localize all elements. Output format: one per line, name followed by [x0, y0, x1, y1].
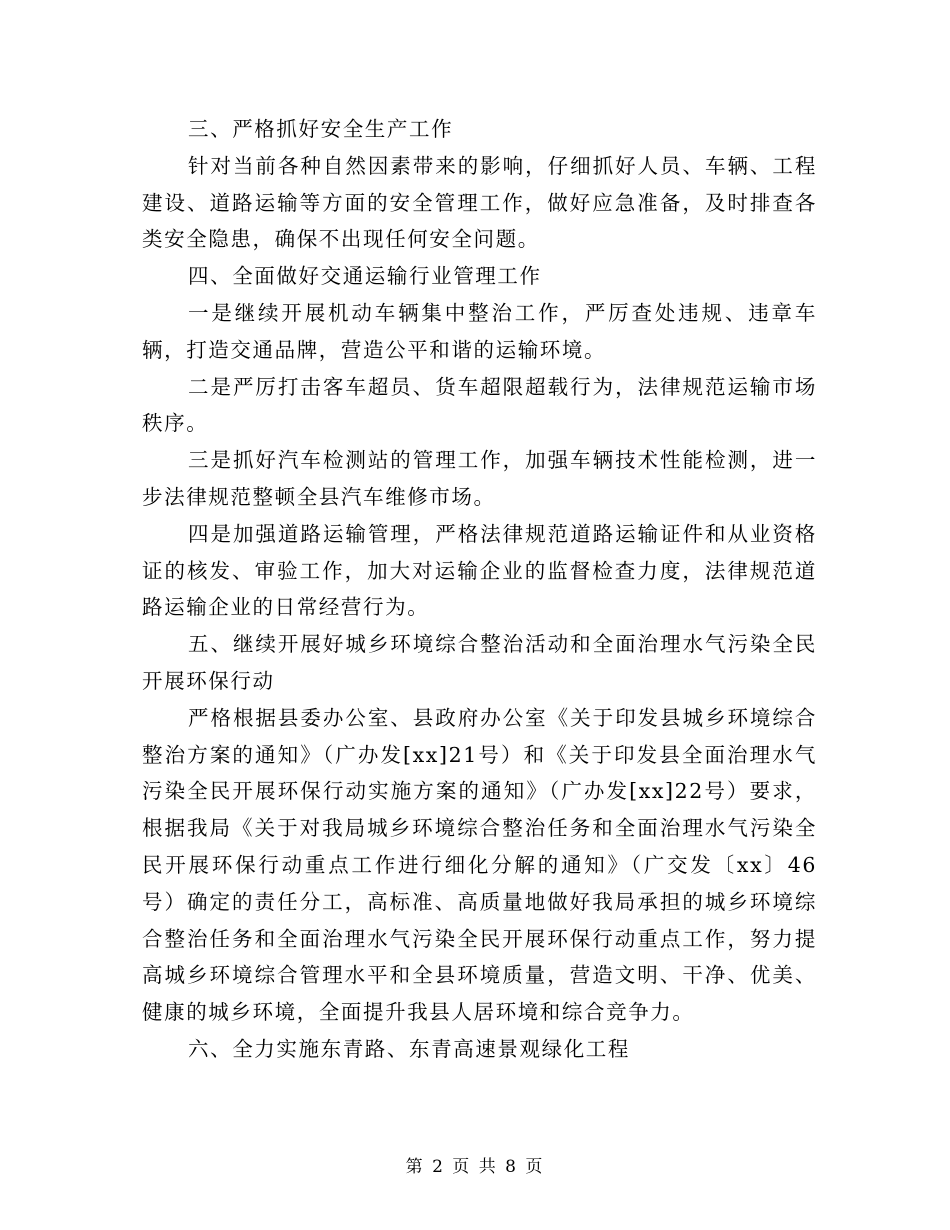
section-heading-safety: 三、严格抓好安全生产工作 [188, 117, 454, 141]
page-number-footer: 第 2 页 共 8 页 [405, 1157, 545, 1177]
section-heading-environment: 五、继续开展好城乡环境综合整治活动和全面治理水气污染全民开展环保行动 [142, 632, 817, 693]
paragraph-environment-rectification: 严格根据县委办公室、县政府办公室《关于印发县城乡环境综合整治方案的通知》（广办发[xx]21号）和《关于印发县全面治理水气污染全民开展环保行动实施方案的通知》（广办发[xx]22号）要求，根据我局《关于对我局城乡环境综合整治任务和全面治理水气污染全民开展环保行动重点工作进行细化分解的通知》（广交发〔xx〕46号）确定的责任分工，高标准、高质量地做好我局承担的城乡环境综合整治任务和全面治理水气污染全民开展环保行动重点工作，努力提高城乡环境综合管理水平和全县环境质量，营造文明、干净、优美、健康的城乡环境，全面提升我县人居环境和综合竞争力。 [142, 705, 817, 1025]
paragraph-safety-management: 针对当前各种自然因素带来的影响，仔细抓好人员、车辆、工程建设、道路运输等方面的安全管理工作，做好应急准备，及时排查各类安全隐患，确保不出现任何安全问题。 [142, 153, 817, 252]
paragraph-road-transport-management: 四是加强道路运输管理，严格法律规范道路运输证件和从业资格证的核发、审验工作，加大对运输企业的监督检查力度，法律规范道路运输企业的日常经营行为。 [142, 521, 817, 620]
document-body [142, 111, 817, 1068]
paragraph-overload-crackdown: 二是严厉打击客车超员、货车超限超载行为，法律规范运输市场秩序。 [142, 374, 817, 436]
section-heading-transport: 四、全面做好交通运输行业管理工作 [188, 264, 542, 289]
section-heading-greening: 六、全力实施东青路、东青高速景观绿化工程 [188, 1036, 630, 1061]
paragraph-inspection-station: 三是抓好汽车检测站的管理工作，加强车辆技术性能检测，进一步法律规范整顿全县汽车维修市场。 [142, 448, 817, 509]
paragraph-vehicle-rectification: 一是继续开展机动车辆集中整治工作，严厉查处违规、违章车辆，打造交通品牌，营造公平和谐的运输环境。 [142, 300, 817, 362]
